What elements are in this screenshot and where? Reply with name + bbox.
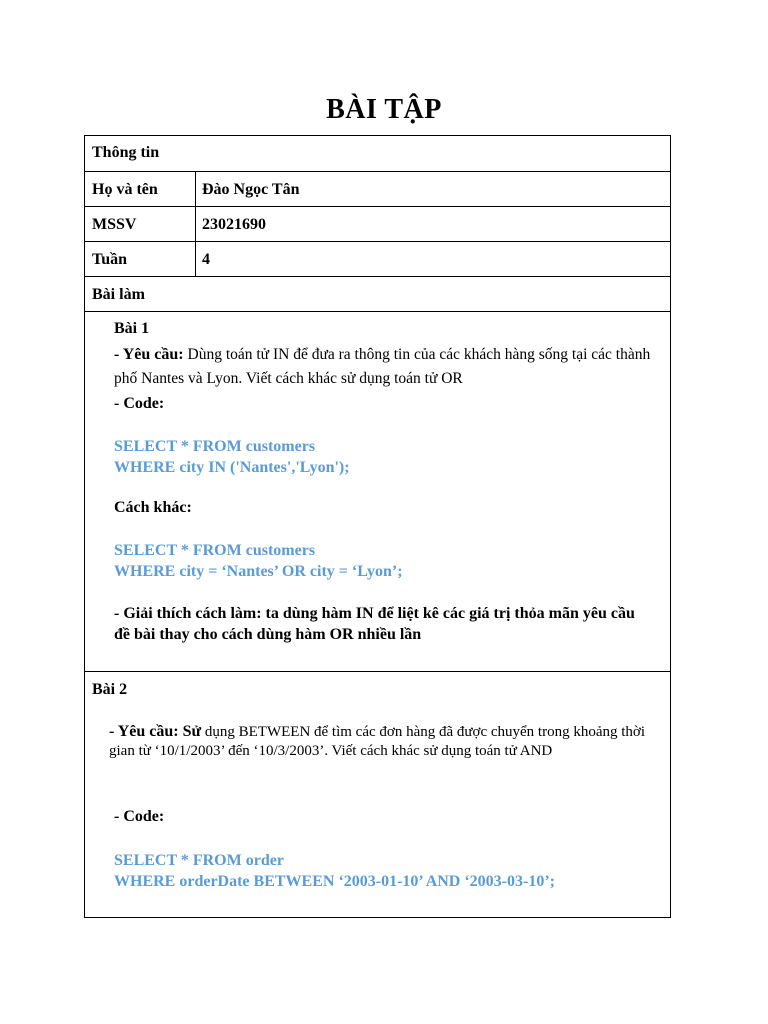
exercise2-heading: Bài 2: [92, 681, 128, 698]
exercise2-code-label: - Code:: [114, 808, 165, 825]
code-line: SELECT * FROM customers: [114, 438, 316, 455]
work-header: Bài làm: [92, 286, 145, 303]
row-divider: [85, 276, 670, 277]
code-line: WHERE orderDate BETWEEN ‘2003-01-10’ AND ‘2003-03-10’;: [114, 873, 555, 890]
student-id-label: MSSV: [92, 216, 137, 233]
code-line: SELECT * FROM customers: [114, 542, 316, 559]
exercise1-code-label: - Code:: [114, 395, 165, 412]
week-value: 4: [202, 251, 210, 268]
student-id-value: 23021690: [202, 216, 266, 233]
exercise2-req-label: - Yêu cầu: Sử: [109, 723, 202, 740]
exercise1-req-text: Dùng toán tử IN để đưa ra thông tin của các khách hàng sống tại các thành phố Nantes và Lyon. Viết cách khác sử dụng toán tử OR: [114, 346, 651, 387]
code-line: SELECT * FROM order: [114, 852, 284, 869]
exercise1-code: [114, 436, 350, 478]
exercise1-requirement: [114, 343, 664, 391]
exercise2-req-text: dụng BETWEEN để tìm các đơn hàng đã được chuyển trong khoảng thời gian từ ‘10/1/2003’ đến ‘10/3/2003’. Viết cách khác sử dụng toán tử AND: [109, 724, 646, 759]
exercise1-alt-code: [114, 540, 403, 582]
code-line: WHERE city IN ('Nantes','Lyon');: [114, 459, 350, 476]
row-divider: [85, 241, 670, 242]
row-divider: [85, 171, 670, 172]
code-line: WHERE city = ‘Nantes’ OR city = ‘Lyon’;: [114, 563, 403, 580]
week-label: Tuần: [92, 251, 127, 268]
exercise1-explanation: - Giải thích cách làm: ta dùng hàm IN để liệt kê các giá trị thỏa mãn yêu cầu đề bài thay cho cách dùng hàm OR nhiều lần: [114, 605, 635, 643]
row-divider: [85, 671, 670, 672]
row-divider: [85, 311, 670, 312]
row-divider: [85, 206, 670, 207]
info-header: Thông tin: [92, 144, 160, 161]
column-divider: [195, 172, 196, 277]
exercise2-requirement: [109, 722, 654, 761]
exercise2-code: [114, 850, 555, 892]
exercise1-heading: Bài 1: [114, 320, 150, 337]
name-value: Đào Ngọc Tân: [202, 181, 300, 198]
exercise1-alt-label: Cách khác:: [114, 499, 192, 516]
exercise1-req-label: - Yêu cầu:: [114, 346, 184, 363]
name-label: Họ và tên: [92, 181, 158, 198]
assignment-table: [84, 135, 671, 918]
page-title: BÀI TẬP: [326, 94, 442, 125]
